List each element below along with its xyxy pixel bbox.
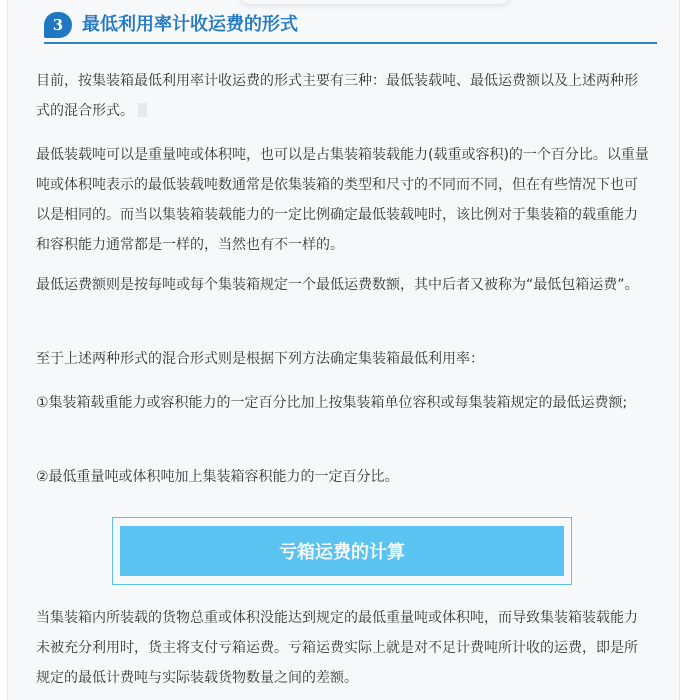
top-decoration <box>240 0 510 4</box>
section-number-badge: 3 <box>44 12 72 38</box>
list-item-2: ②最低重量吨或体积吨加上集装箱容积能力的一定百分比。 <box>36 469 399 485</box>
paragraph-mixed-form: 至于上述两种形式的混合形式则是根据下列方法确定集装箱最低利用率： <box>36 351 484 367</box>
paragraph-intro-text: 目前，按集装箱最低利用率计收运费的形式主要有三种：最低装载吨、最低运费额以及上述两种形式的混合形式。 <box>36 73 638 119</box>
section-header <box>44 10 657 44</box>
paragraph-intro <box>36 66 650 126</box>
subsection-banner <box>112 517 572 585</box>
paragraph-min-tonnage: 最低装载吨可以是重量吨或体积吨，也可以是占集装箱装载能力(载重或容积)的一个百分比。以重量吨或体积吨表示的最低装载吨数通常是依集装箱的类型和尺寸的不同而不同，但在有些情况下也可以是相同的。而当以集装箱装载能力的一定比例确定最低装载吨时，该比例对于集装箱的载重能力和容积能力通常都是一样的，当然也有不一样的。 <box>36 147 649 253</box>
list-item-1: ①集装箱载重能力或容积能力的一定百分比加上按集装箱单位容积或每集装箱规定的最低运费额; <box>36 395 628 411</box>
paragraph-min-freight: 最低运费额则是按每吨或每个集装箱规定一个最低运费数额，其中后者又被称为“最低包箱运费”。 <box>36 277 639 293</box>
paragraph-short-shipment: 当集装箱内所装载的货物总重或体积没能达到规定的最低重量吨或体积吨，而导致集装箱装载能力未被充分利用时，货主将支付亏箱运费。亏箱运费实际上就是对不足计费吨所计收的运费，即是所规定的最低计费吨与实际装载货物数量之间的差额。 <box>36 610 638 686</box>
text-cursor-marker <box>138 103 147 117</box>
section-title: 最低利用率计收运费的形式 <box>82 14 298 35</box>
subsection-banner-title: 亏箱运费的计算 <box>120 526 564 576</box>
